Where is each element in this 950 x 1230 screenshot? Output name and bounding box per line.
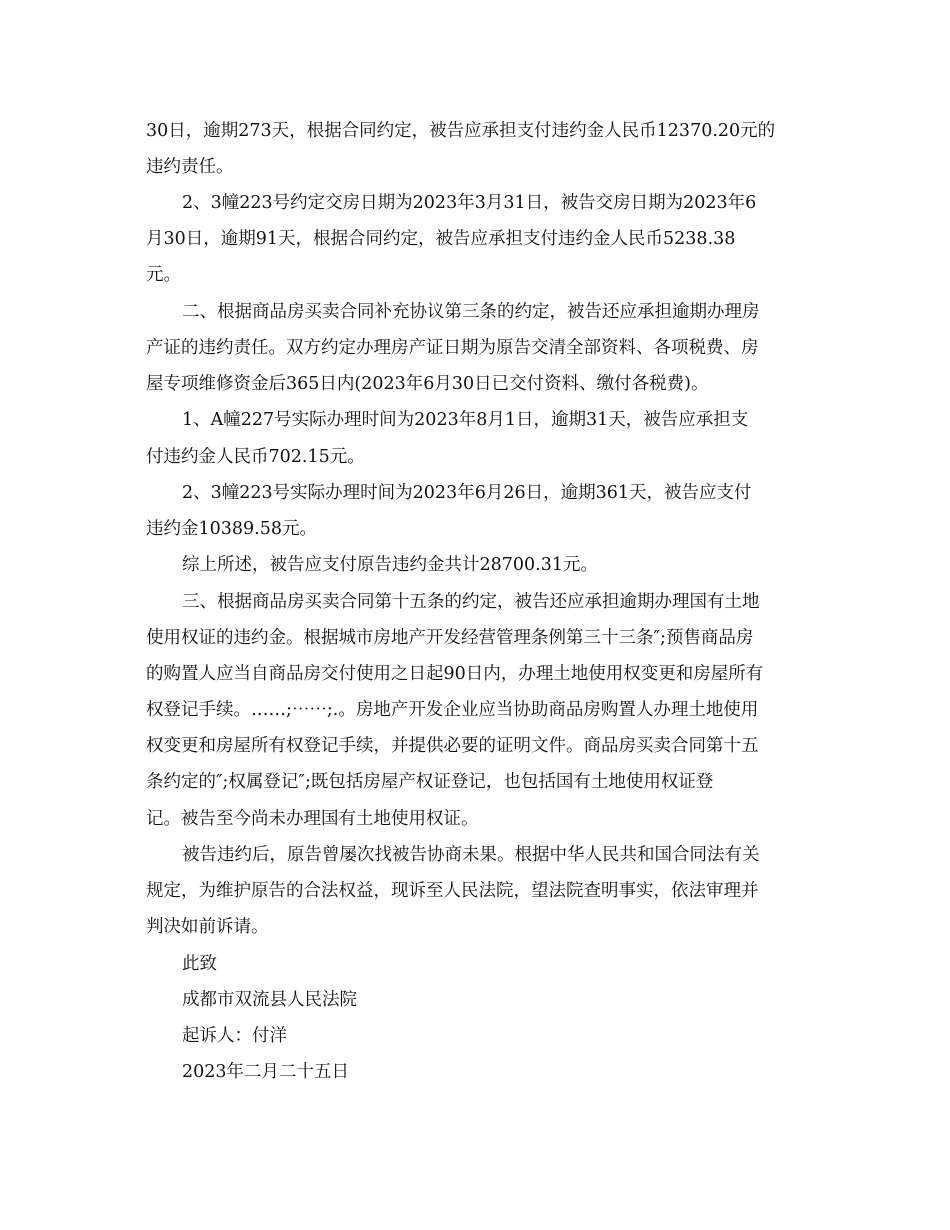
text-line: 规定，为维护原告的合法权益，现诉至人民法院，望法院查明事实，依法审理并 <box>146 881 759 901</box>
text-line: 权变更和房屋所有权登记手续，并提供必要的证明文件。商品房买卖合同第十五 <box>146 736 759 756</box>
text-line: 元。 <box>146 265 181 285</box>
text-line: 权登记手续。……;⋯⋯;.。房地产开发企业应当协助商品房购置人办理土地使用 <box>146 700 759 720</box>
text-line: 产证的违约责任。双方约定办理房产证日期为原告交清全部资料、各项税费、房 <box>146 338 759 358</box>
text-line: 付违约金人民币702.15元。 <box>146 447 365 467</box>
text-line: 的购置人应当自商品房交付使用之日起90日内，办理土地使用权变更和房屋所有 <box>146 664 764 684</box>
text-line: 综上所述，被告应支付原告违约金共计28700.31元。 <box>182 555 598 575</box>
court-name: 成都市双流县人民法院 <box>182 990 357 1010</box>
text-line: 2、3幢223号实际办理时间为2023年6月26日，逾期361天，被告应支付 <box>182 483 752 503</box>
text-line: 月30日，逾期91天，根据合同约定，被告应承担支付违约金人民币5238.38 <box>146 229 736 249</box>
text-line: 被告违约后，原告曾屡次找被告协商未果。根据中华人民共和国合同法有关 <box>182 845 760 865</box>
text-line: 条约定的″;权属登记″;既包括房屋产权证登记，也包括国有土地使用权证登 <box>146 772 714 792</box>
salutation: 此致 <box>182 954 217 974</box>
text-line: 违约金10389.58元。 <box>146 519 318 539</box>
text-line: 判决如前诉请。 <box>146 917 269 937</box>
text-line: 违约责任。 <box>146 157 234 177</box>
plaintiff-signature: 起诉人：付洋 <box>182 1026 287 1046</box>
text-line: 记。被告至今尚未办理国有土地使用权证。 <box>146 809 479 829</box>
text-line: 1、A幢227号实际办理时间为2023年8月1日，逾期31天，被告应承担支 <box>182 410 749 430</box>
text-line: 使用权证的违约金。根据城市房地产开发经营管理条例第三十三条″;预售商品房 <box>146 628 754 648</box>
document-date: 2023年二月二十五日 <box>182 1062 350 1082</box>
text-line: 30日，逾期273天，根据合同约定，被告应承担支付违约金人民币12370.20元的 <box>146 121 776 141</box>
text-line: 2、3幢223号约定交房日期为2023年3月31日，被告交房日期为2023年6 <box>182 193 757 213</box>
text-line: 三、根据商品房买卖合同第十五条的约定，被告还应承担逾期办理国有土地 <box>182 592 760 612</box>
text-line: 二、根据商品房买卖合同补充协议第三条的约定，被告还应承担逾期办理房 <box>182 302 760 322</box>
text-line: 屋专项维修资金后365日内(2023年6月30日已交付资料、缴付各税费)。 <box>146 374 709 394</box>
